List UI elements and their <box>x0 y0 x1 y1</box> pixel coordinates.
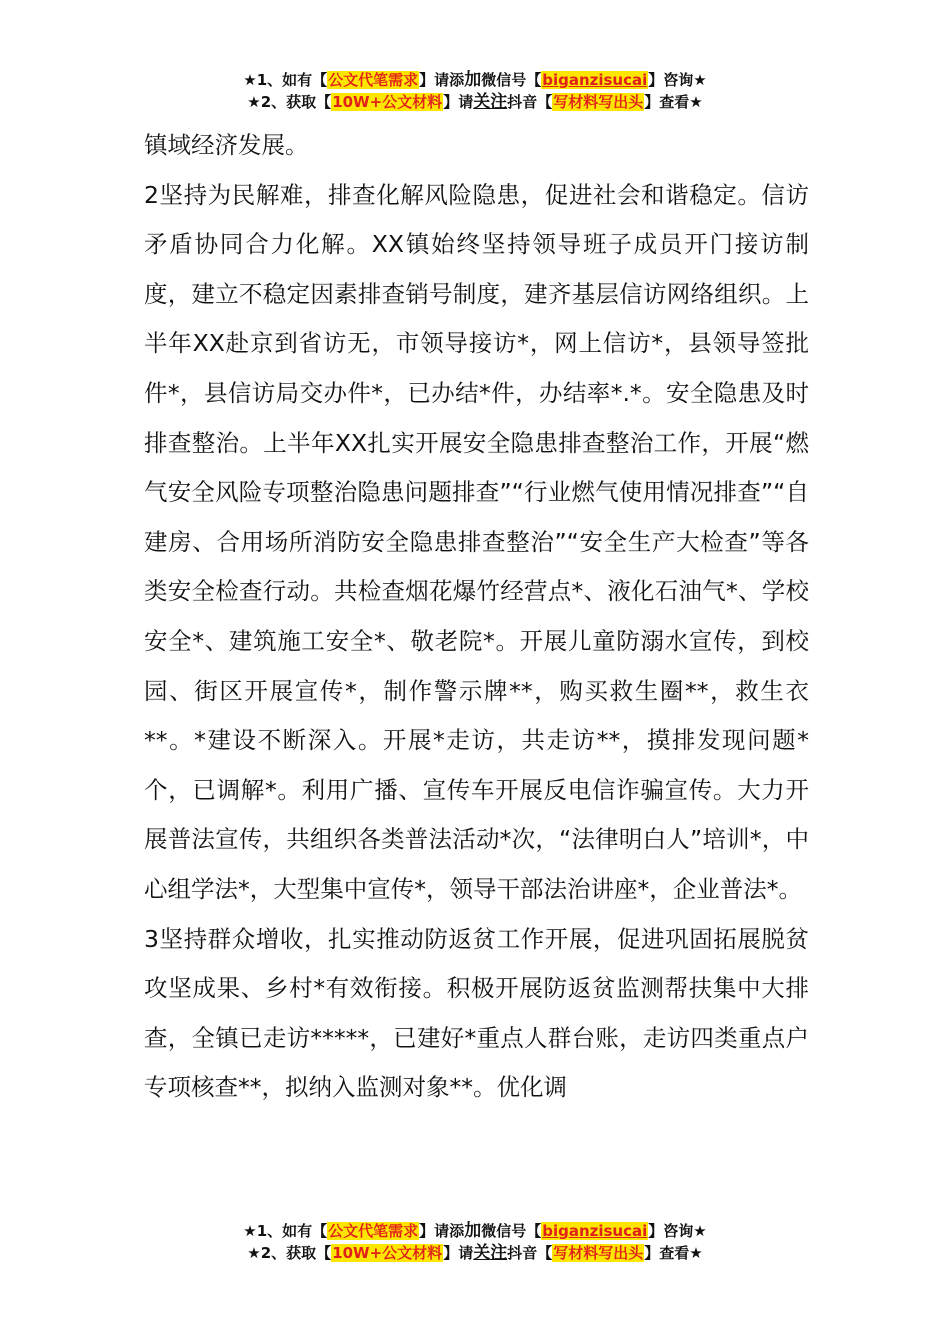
header-highlight-douyin-account: 写材料写出头 <box>553 93 644 111</box>
body-paragraph-1: 镇域经济发展。 <box>144 131 309 159</box>
header-banner-line-1: ★1、如有【公文代笔需求】请添加微信号【biganzisucai】咨询★ <box>243 70 707 90</box>
header-highlight-materials: 10W+公文材料 <box>332 93 443 111</box>
footer-banner-line-1: ★1、如有【公文代笔需求】请添加微信号【biganzisucai】咨询★ <box>243 1221 707 1241</box>
footer-highlight-douyin-account: 写材料写出头 <box>553 1244 644 1262</box>
header-highlight-writing-service: 公文代笔需求 <box>328 71 419 89</box>
footer-highlight-writing-service: 公文代笔需求 <box>328 1222 419 1240</box>
header-banner-line-2: ★2、获取【10W+公文材料】请关注抖音【写材料写出头】查看★ <box>247 92 703 112</box>
body-paragraph-2: 2坚持为民解难，排查化解风险隐患，促进社会和谐稳定。信访矛盾协同合力化解。XX镇始终坚持领导班子成员开门接访制度，建立不稳定因素排查销号制度，建齐基层信访网络组织。上半年XX赴京到省访无，市领导接访*，网上信访*，县领导签批件*，县信访局交办件*，已办结*件，办结率*.*。安全隐患及时排查整治。上半年XX扎实开展安全隐患排查整治工作，开展“燃气安全风险专项整治隐患问题排查”“行业燃气使用情况排查”“自建房、合用场所消防安全隐患排查整治”“安全生产大检查”等各类安全检查行动。共检查烟花爆竹经营点*、液化石油气*、学校安全*、建筑施工安全*、敬老院*。开展儿童防溺水宣传，到校园、街区开展宣传*，制作警示牌**，购买救生圈**，救生衣**。*建设不断深入。开展*走访，共走访**，摸排发现问题*个，已调解*。利用广播、宣传车开展反电信诈骗宣传。大力开展普法宣传，共组织各类普法活动*次，“法律明白人”培训*，中心组学法*，大型集中宣传*，领导干部法治讲座*，企业普法*。 <box>144 180 809 903</box>
footer-banner-line-2: ★2、获取【10W+公文材料】请关注抖音【写材料写出头】查看★ <box>247 1243 703 1263</box>
footer-banner <box>0 1220 950 1264</box>
footer-highlight-materials: 10W+公文材料 <box>332 1244 443 1262</box>
header-highlight-wechat-id: biganzisucai <box>542 71 648 89</box>
document-body <box>144 121 809 1113</box>
body-paragraph-3: 3坚持群众增收，扎实推动防返贫工作开展，促进巩固拓展脱贫攻坚成果、乡村*有效衔接。积极开展防返贫监测帮扶集中大排查，全镇已走访*****，已建好*重点人群台账，走访四类重点户专项核查**，拟纳入监测对象**。优化调 <box>144 924 809 1102</box>
footer-highlight-wechat-id: biganzisucai <box>542 1222 648 1240</box>
header-banner <box>0 69 950 113</box>
